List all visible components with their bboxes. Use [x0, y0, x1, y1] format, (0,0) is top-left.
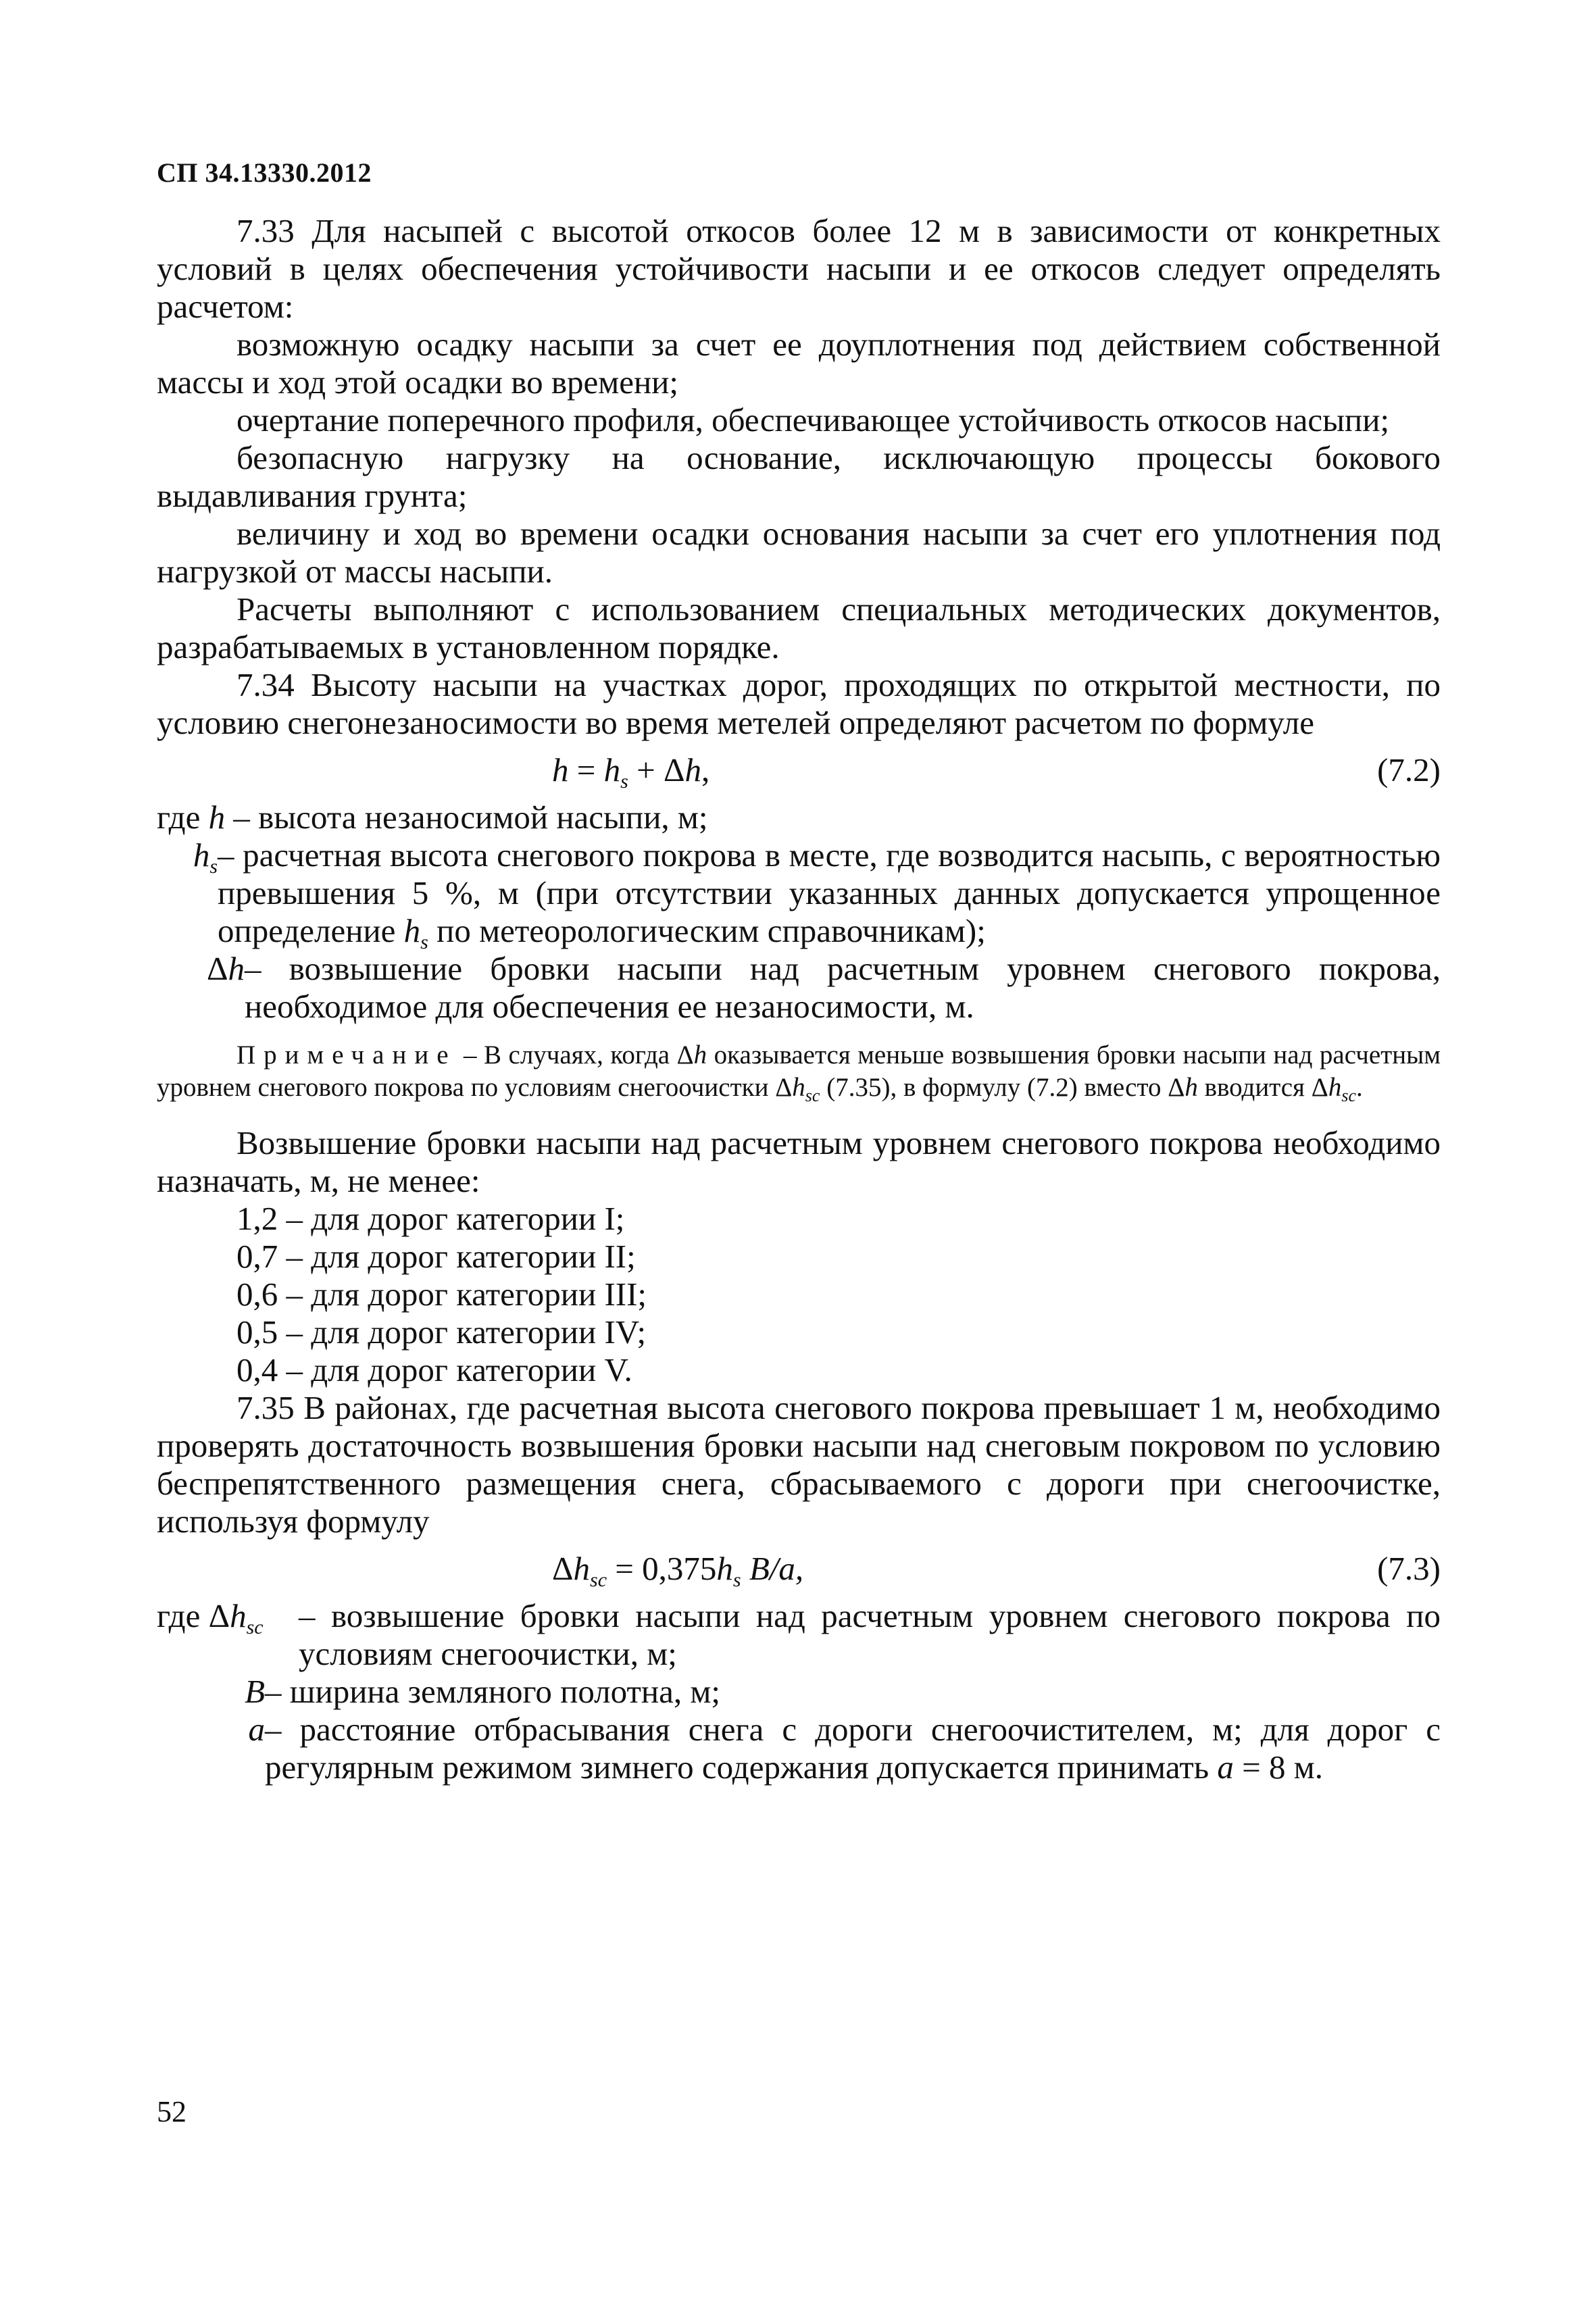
formula-7-2: [157, 742, 1441, 799]
formula-7-2-expression: $h = h_s + \Delta h$,: [552, 751, 710, 793]
formula-7-2-number: (7.2): [1377, 751, 1441, 788]
definition-delta-h: Δh – возвышение бровки насыпи над расчетным уровнем снегового покрова, необходимое для обеспечения ее незаносимости, м.: [206, 950, 1441, 1025]
formula-7-3-expression: $\Delta h_{sc} = 0,375h_s$ B/a,: [552, 1550, 804, 1591]
paragraph-7-33-closing: Расчеты выполняют с использованием специальных методических документов, разрабатываемых в установленном порядке.: [157, 590, 1441, 665]
note-block: Примечание – В случаях, когда Δh оказывается меньше возвышения бровки насыпи над расчетным уровнем снегового покрова по условиям снегоочистки $\Delta h_{sc}$ (7.35), в формулу (7.2) вместо Δh вводится $\Delta h_{sc}$.: [157, 1040, 1441, 1105]
formula-7-3-definitions: [157, 1597, 1441, 1786]
definition-h: где h – высота незаносимой насыпи, м;: [157, 799, 708, 836]
paragraph-7-35-intro: 7.35 В районах, где расчетная высота снегового покрова превышает 1 м, необходимо проверять достаточность возвышения бровки насыпи над снеговым покровом по условию беспрепятственного размещения снега, сбрасываемого с дороги при снегоочистке, используя формулу: [157, 1389, 1441, 1540]
page-number: 52: [157, 2095, 186, 2128]
elevation-list-item: 0,6 – для дорог категории III;: [236, 1276, 647, 1313]
elevation-list-item: 0,4 – для дорог категории V.: [236, 1351, 632, 1388]
paragraph-7-34-intro: 7.34 Высоту насыпи на участках дорог, проходящих по открытой местности, по условию снегонезаносимости во время метелей определяют расчетом по формуле: [157, 666, 1441, 741]
document-body: [157, 212, 1441, 1786]
formula-7-3: [157, 1540, 1441, 1597]
definition-a: a – расстояние отбрасывания снега с дороги снегоочистителем, м; для дорог с регулярным режимом зимнего содержания допускается принимать a = 8 м.: [248, 1711, 1441, 1786]
formula-7-3-number: (7.3): [1377, 1550, 1441, 1587]
definition-b: B – ширина земляного полотна, м;: [245, 1673, 720, 1710]
document-code: СП 34.13330.2012: [157, 157, 372, 188]
definition-hs: $h_s$ – расчетная высота снегового покрова в месте, где возводится насыпь, с вероятностью превышения 5 %, м (при отсутствии указанных данных допускается упрощенное определение $h_s$ по метеорологическим справочникам);: [193, 836, 1441, 953]
paragraph-7-33-intro: 7.33 Для насыпей с высотой откосов более 12 м в зависимости от конкретных условий в целях обеспечения устойчивости насыпи и ее откосов следует определять расчетом:: [157, 212, 1441, 325]
elevation-list-item: 1,2 – для дорог категории I;: [236, 1200, 625, 1237]
paragraph-7-33-item: безопасную нагрузку на основание, исключающую процессы бокового выдавливания грунта;: [157, 439, 1441, 514]
paragraph-7-33-item: величину и ход во времени осадки основания насыпи за счет его уплотнения под нагрузкой от массы насыпи.: [157, 515, 1441, 590]
paragraph-elevation-intro: Возвышение бровки насыпи над расчетным уровнем снегового покрова необходимо назначать, м, не менее:: [157, 1124, 1441, 1199]
definition-delta-hsc: где $\Delta h_{sc}$ – возвышение бровки насыпи над расчетным уровнем снегового покрова по условиям снегоочистки, м;: [157, 1597, 1441, 1672]
elevation-list-item: 0,7 – для дорог категории II;: [236, 1238, 636, 1275]
paragraph-7-33-item: возможную осадку насыпи за счет ее доуплотнения под действием собственной массы и ход этой осадки во времени;: [157, 326, 1441, 401]
paragraph-7-33-item: очертание поперечного профиля, обеспечивающее устойчивость откосов насыпи;: [236, 401, 1390, 438]
formula-7-2-definitions: [157, 799, 1441, 1026]
elevation-list-item: 0,5 – для дорог категории IV;: [236, 1313, 647, 1351]
note-label: Примечание: [236, 1040, 457, 1070]
